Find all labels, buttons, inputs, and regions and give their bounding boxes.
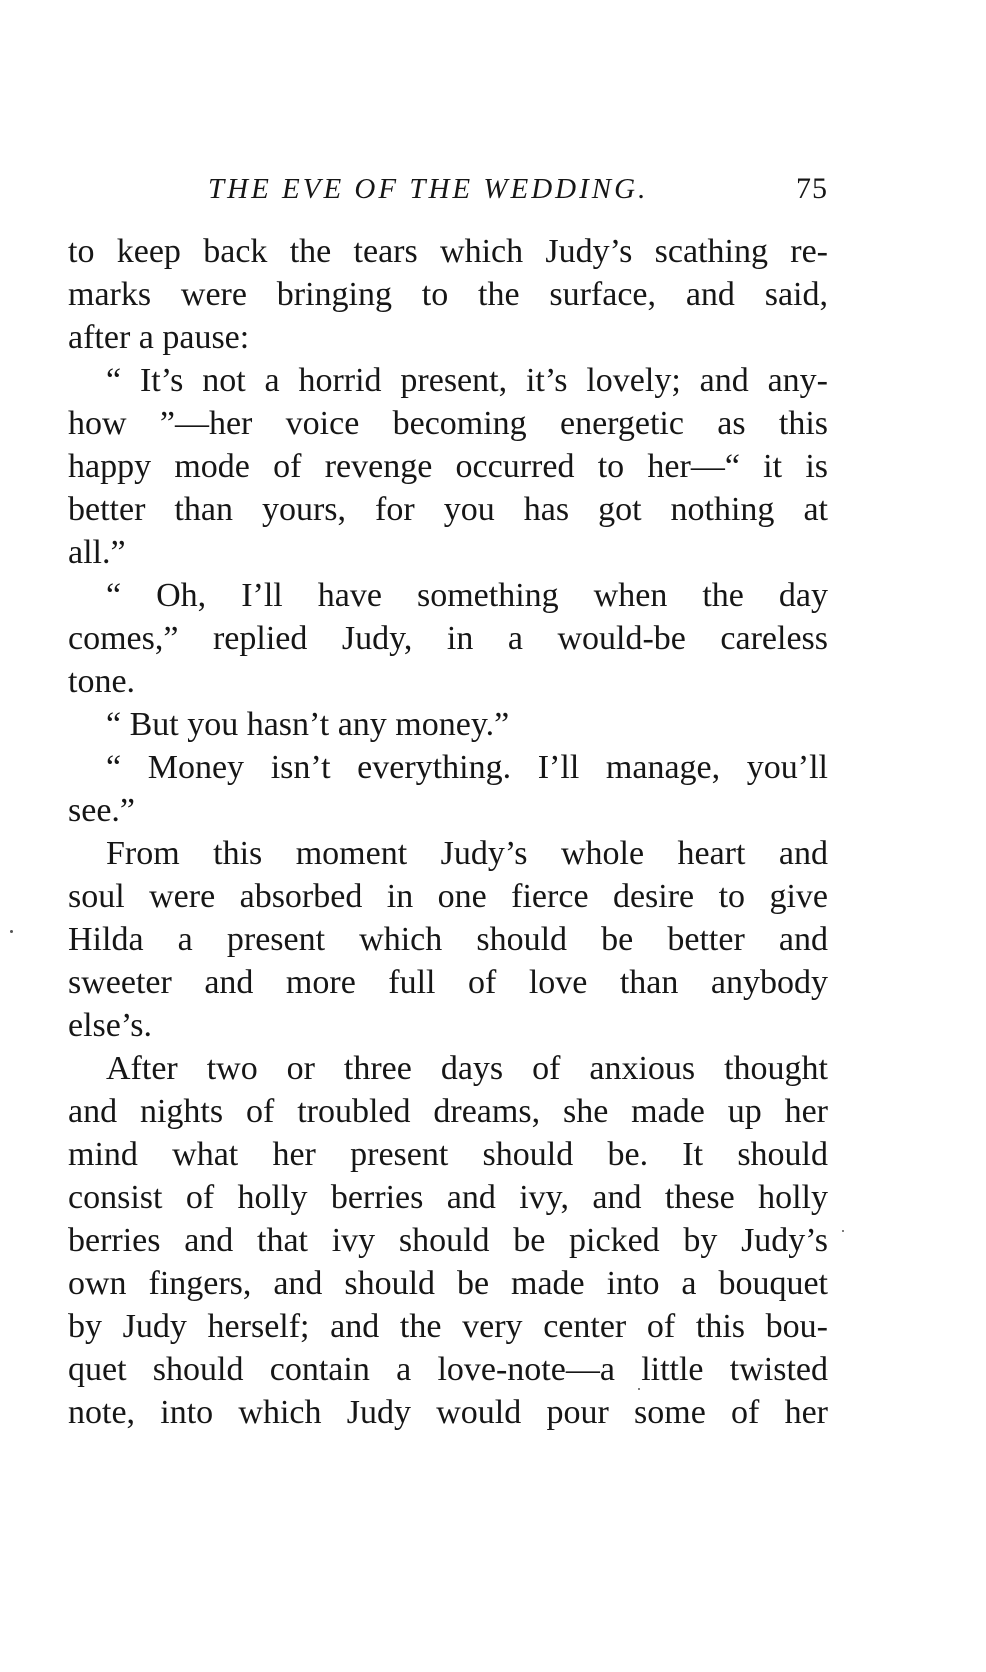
text-line: From this moment Judy’s whole heart and: [106, 835, 828, 872]
text-line: by Judy herself; and the very center of this bou-: [68, 1308, 828, 1345]
page-number: 75: [796, 172, 828, 205]
text-line: mind what her present should be. It should: [68, 1136, 828, 1173]
text-line: all.”: [68, 534, 126, 571]
scan-speck: [10, 930, 13, 933]
text-line: else’s.: [68, 1007, 153, 1044]
text-line: “ But you hasn’t any money.”: [106, 706, 510, 743]
text-line: After two or three days of anxious thought: [106, 1050, 828, 1087]
text-line: marks were bringing to the surface, and said,: [68, 276, 828, 313]
scan-speck: [842, 1230, 844, 1232]
text-line: comes,” replied Judy, in a would-be careless: [68, 620, 828, 657]
text-line: note, into which Judy would pour some of her: [68, 1394, 828, 1431]
text-line: own fingers, and should be made into a bouquet: [68, 1265, 828, 1302]
text-line: to keep back the tears which Judy’s scathing re-: [68, 233, 828, 270]
text-line: how ”—her voice becoming energetic as this: [68, 405, 828, 442]
text-line: “ Oh, I’ll have something when the day: [106, 577, 828, 614]
text-line: better than yours, for you has got nothing at: [68, 491, 828, 528]
text-line: happy mode of revenge occurred to her—“ it is: [68, 448, 828, 485]
text-line: quet should contain a love-note—a little twisted: [68, 1351, 828, 1388]
text-line: sweeter and more full of love than anybody: [68, 964, 828, 1001]
running-title: THE EVE OF THE WEDDING.: [208, 173, 649, 205]
text-line: berries and that ivy should be picked by Judy’s: [68, 1222, 828, 1259]
text-line: see.”: [68, 792, 136, 829]
text-line: and nights of troubled dreams, she made up her: [68, 1093, 828, 1130]
scan-speck: [638, 1388, 640, 1390]
text-line: tone.: [68, 663, 136, 700]
body-text: [68, 230, 828, 1434]
text-line: Hilda a present which should be better and: [68, 921, 828, 958]
page-header: [68, 166, 828, 212]
text-line: soul were absorbed in one fierce desire to give: [68, 878, 828, 915]
text-line: “ Money isn’t everything. I’ll manage, you’ll: [106, 749, 828, 786]
text-line: consist of holly berries and ivy, and these holly: [68, 1179, 828, 1216]
text-line: after a pause:: [68, 319, 250, 356]
text-line: “ It’s not a horrid present, it’s lovely; and any-: [106, 362, 828, 399]
